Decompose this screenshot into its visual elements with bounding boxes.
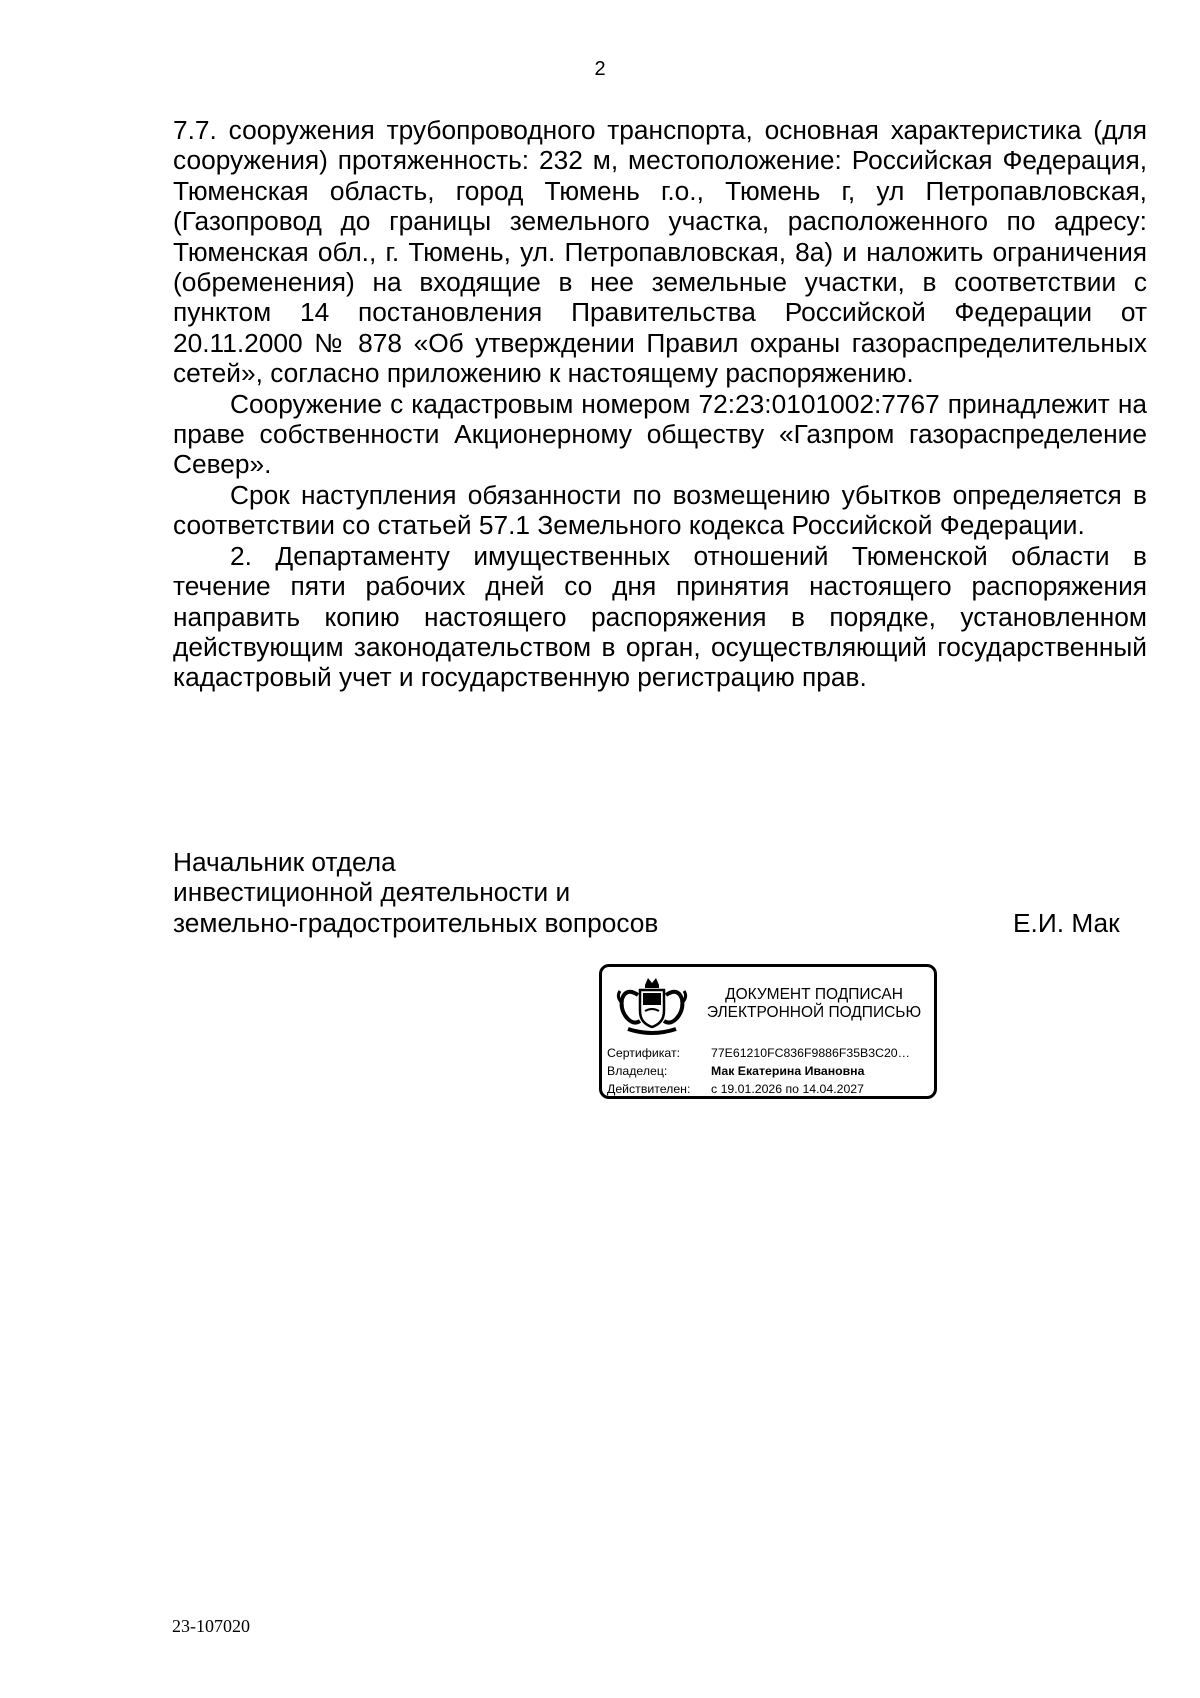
signer-name: Е.И. Мак <box>1013 908 1120 938</box>
signer-position-line: Начальник отдела <box>173 847 396 877</box>
paragraph-compensation: Срок наступления обязанности по возмещению убытков определяется в соответствии со статьей 57.1 Земельного кодекса Российской Федерации. <box>173 479 1147 541</box>
certificate-value: 77E61210FC836F9886F35B3C20… <box>711 1046 910 1060</box>
signer-position-line: инвестиционной деятельности и <box>173 877 571 908</box>
paragraph-item-2: 2. Департаменту имущественных отношений Тюменской области в течение пяти рабочих дней со дня принятия настоящего распоряжения направить копию настоящего распоряжения в порядке, установленном действующим законодательством в орган, осуществляющий государственный кадастровый учет и государственную регистрацию прав. <box>173 540 1147 693</box>
owner-row <box>607 1062 933 1080</box>
signer-position-line: земельно-градостроительных вопросов <box>173 907 659 938</box>
paragraph-ownership: Сооружение с кадастровым номером 72:23:0101002:7767 принадлежит на праве собственности Акционерному обществу «Газпром газораспределение Север». <box>173 388 1147 480</box>
certificate-row <box>607 1044 933 1062</box>
document-code: 23-107020 <box>172 1616 250 1636</box>
coat-of-arms-icon <box>612 975 692 1037</box>
document-body <box>173 115 1147 693</box>
validity-label: Действителен: <box>607 1082 691 1096</box>
owner-label: Владелец: <box>607 1064 668 1078</box>
stamp-title <box>696 986 932 1022</box>
stamp-title-line: ДОКУМЕНТ ПОДПИСАН <box>725 986 903 1003</box>
e-signature-stamp <box>599 964 937 1099</box>
signer-position <box>173 847 658 938</box>
validity-row <box>607 1080 933 1098</box>
owner-value: Мак Екатерина Ивановна <box>711 1064 865 1078</box>
page-number: 2 <box>594 58 606 80</box>
stamp-details <box>607 1044 933 1098</box>
stamp-title-line: ЭЛЕКТРОННОЙ ПОДПИСЬЮ <box>706 1004 922 1021</box>
certificate-label: Сертификат: <box>607 1046 681 1060</box>
paragraph-item-7-7: 7.7. сооружения трубопроводного транспорта, основная характеристика (для сооружения) протяженность: 232 м, местоположение: Российская Федерация, Тюменская область, город Тюмень г.о., Тюмень г, ул Петропавловская, (Газопровод до границы земельного участка, расположенного по адресу: Тюменская обл., г. Тюмень, ул. Петропавловская, 8а) и наложить ограничения (обременения) на входящие в нее земельные участки, в соответствии с пунктом 14 постановления Правительства Российской Федерации от 20.11.2000 № 878 «Об утверждении Правил охраны газораспределительных сетей», согласно приложению к настоящему распоряжению. <box>173 115 1147 389</box>
validity-value: с 19.01.2026 по 14.04.2027 <box>711 1082 864 1096</box>
